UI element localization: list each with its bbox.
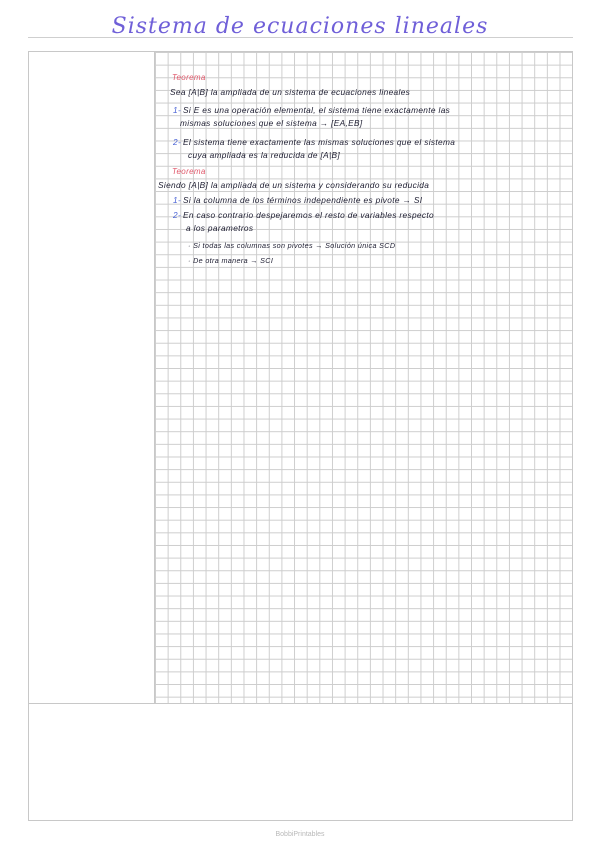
- theorem-2-bullet-2: · De otra manera → SCI: [188, 256, 274, 265]
- theorem-2-heading: Teorema: [172, 167, 206, 176]
- theorem-2-item-1-line-1: Si la columna de los términos independiente es pivote → SI: [183, 195, 423, 205]
- theorem-1-item-2-line-1: El sistema tiene exactamente las mismas soluciones que el sistema: [183, 137, 456, 147]
- theorem-1-intro: Sea [A|B] la ampliada de un sistema de ecuaciones lineales: [170, 87, 411, 97]
- theorem-2-intro: Siendo [A|B] la ampliada de un sistema y considerando su reducida: [158, 180, 430, 190]
- cornell-margin-column: [28, 51, 155, 703]
- summary-area: [28, 703, 573, 821]
- theorem-1-item-2-number: 2-: [173, 137, 182, 147]
- page-title: Sistema de ecuaciones lineales: [111, 14, 489, 39]
- theorem-1-item-1-number: 1-: [173, 105, 182, 115]
- footer-brand: BobbiPrintables: [275, 831, 325, 838]
- theorem-1-heading: Teorema: [172, 73, 206, 82]
- theorem-2-item-2-line-2: a los parametros: [186, 223, 254, 233]
- theorem-1-item-1-line-1: Si E es una operación elemental, el sistema tiene exactamente las: [183, 105, 451, 115]
- theorem-2-item-2-line-1: En caso contrario despejaremos el resto de variables respecto: [183, 210, 435, 220]
- theorem-2-item-2-number: 2-: [173, 210, 182, 220]
- theorem-1-item-1-line-2: mismas soluciones que el sistema → [EA,EB]: [180, 118, 363, 128]
- theorem-2-bullet-1: · Si todas las columnas son pivotes → Solución única SCD: [188, 241, 396, 250]
- title-underline: [28, 37, 573, 38]
- theorem-1-item-2-line-2: cuya ampliada es la reducida de [A|B]: [188, 150, 341, 160]
- theorem-2-item-1-number: 1-: [173, 195, 182, 205]
